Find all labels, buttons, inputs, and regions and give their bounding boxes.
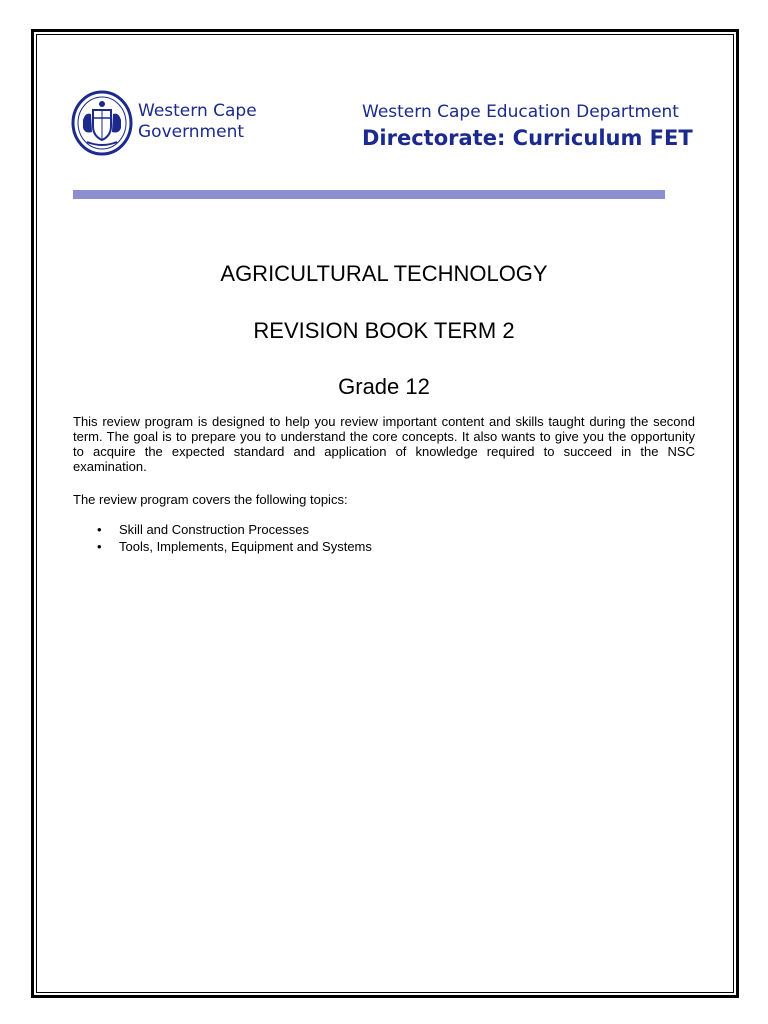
topic-list: [73, 521, 372, 555]
subject-title: AGRICULTURAL TECHNOLOGY: [220, 261, 548, 286]
logo-line-2: Government: [138, 122, 245, 142]
book-title: REVISION BOOK TERM 2: [253, 318, 515, 343]
coat-of-arms-icon: [71, 90, 133, 156]
bullet-icon: •: [97, 522, 102, 537]
list-item: [73, 521, 372, 538]
bullet-icon: •: [97, 539, 102, 554]
header-rule-bar: [73, 190, 665, 199]
logo-line-1: Western Cape: [138, 101, 257, 121]
page-border-inner: [36, 34, 734, 993]
list-item: [73, 538, 372, 555]
directorate-name: Directorate: Curriculum FET: [362, 126, 693, 150]
topic-label: Skill and Construction Processes: [119, 522, 310, 537]
department-name: Western Cape Education Department: [362, 102, 679, 122]
grade-title: Grade 12: [338, 374, 430, 399]
topic-label: Tools, Implements, Equipment and Systems: [119, 539, 372, 554]
topics-intro: The review program covers the following topics:: [73, 492, 348, 507]
intro-paragraph: This review program is designed to help you review important content and skills taught during the second term. The goal is to prepare you to understand the core concepts. It also wants to give you the opportunity to acquire the expected standard and application of knowledge required to succeed in the NSC examination.: [73, 414, 695, 474]
government-logo-text: [138, 101, 257, 143]
